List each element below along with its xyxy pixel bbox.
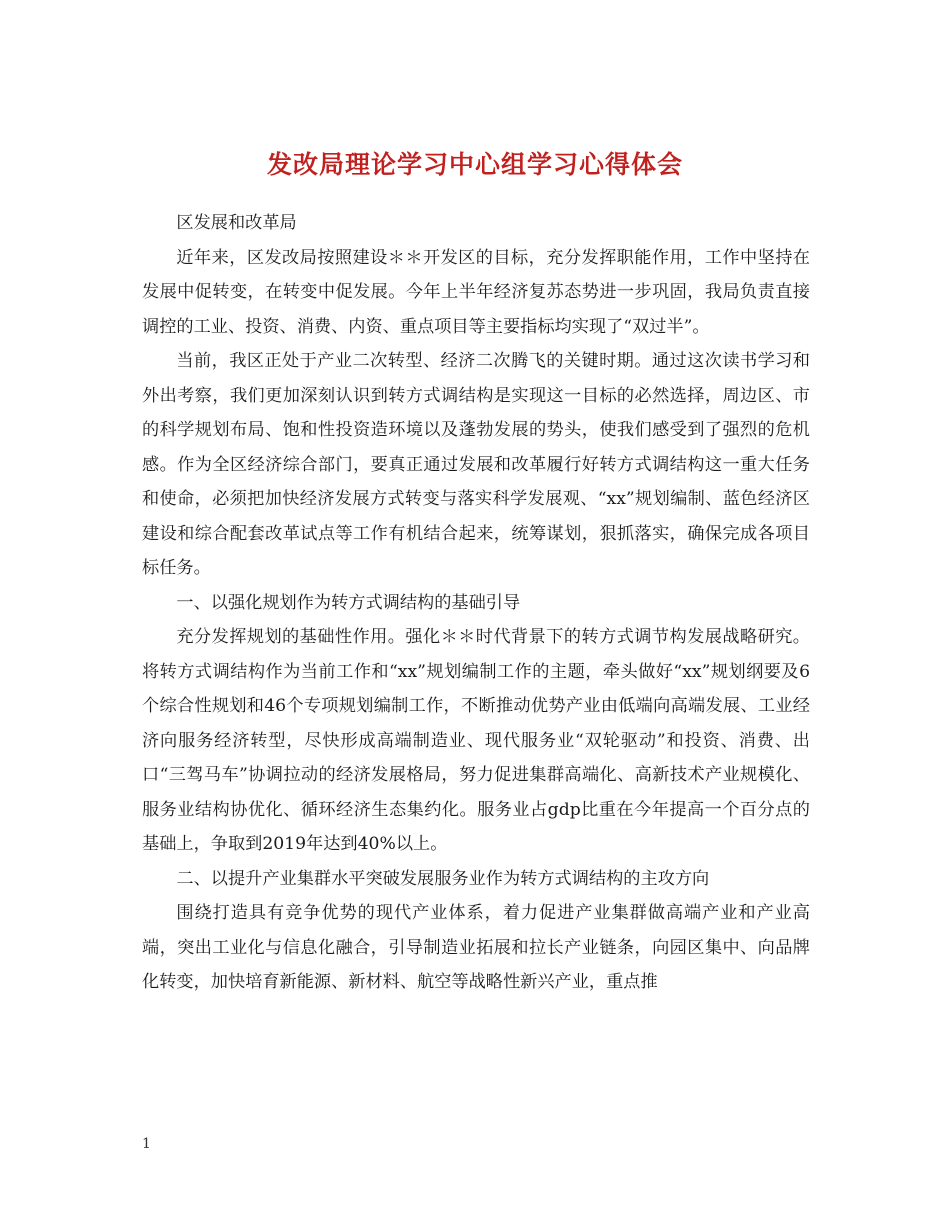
paragraph-current-period: 当前，我区正处于产业二次转型、经济二次腾飞的关键时期。通过这次读书学习和外出考察，我们更加深刻认识到转方式调结构是实现这一目标的必然选择，周边区、市的科学规划布局、饱和性投资造环境以及蓬勃发展的势头，使我们感受到了强烈的危机感。作为全区经济综合部门，要真正通过发展和改革履行好转方式调结构这一重大任务和使命，必须把加快经济发展方式转变与落实科学发展观、“xx”规划编制、蓝色经济区建设和综合配套改革试点等工作有机结合起来，统筹谋划，狠抓落实，确保完成各项目标任务。 (142, 351, 810, 578)
page-number: 1 (142, 1136, 151, 1152)
paragraph-industry: 围绕打造具有竞争优势的现代产业体系，着力促进产业集群做高端产业和产业高端，突出工业化与信息化融合，引导制造业拓展和拉长产业链条，向园区集中、向品牌化转变，加快培育新能源、新材料、航空等战略性新兴产业，重点推 (142, 903, 810, 992)
section-heading-2: 二、以提升产业集群水平突破发展服务业作为转方式调结构的主攻方向 (176, 868, 710, 889)
author-line: 区发展和改革局 (176, 213, 297, 233)
paragraph-planning: 充分发挥规划的基础性作用。强化＊＊时代背景下的转方式调节构发展战略研究。将转方式调结构作为当前工作和“xx”规划编制工作的主题，牵头做好“xx”规划纲要及6个综合性规划和46个专项规划编制工作，不断推动优势产业由低端向高端发展、工业经济向服务经济转型，尽快形成高端制造业、现代服务业“双轮驱动”和投资、消费、出口“三驾马车”协调拉动的经济发展格局，努力促进集群高端化、高新技术产业规模化、服务业结构协优化、循环经济生态集约化。服务业占gdp比重在今年提高一个百分点的基础上，争取到2019年达到40%以上。 (142, 627, 810, 854)
section-heading-1: 一、以强化规划作为转方式调结构的基础引导 (176, 592, 521, 613)
document-body (142, 206, 810, 1000)
paragraph-intro: 近年来，区发改局按照建设＊＊开发区的目标，充分发挥职能作用，工作中坚持在发展中促转变，在转变中促发展。今年上半年经济复苏态势进一步巩固，我局负责直接调控的工业、投资、消费、内资、重点项目等主要指标均实现了“双过半”。 (142, 247, 810, 337)
page-title: 发改局理论学习中心组学习心得体会 (266, 149, 683, 179)
